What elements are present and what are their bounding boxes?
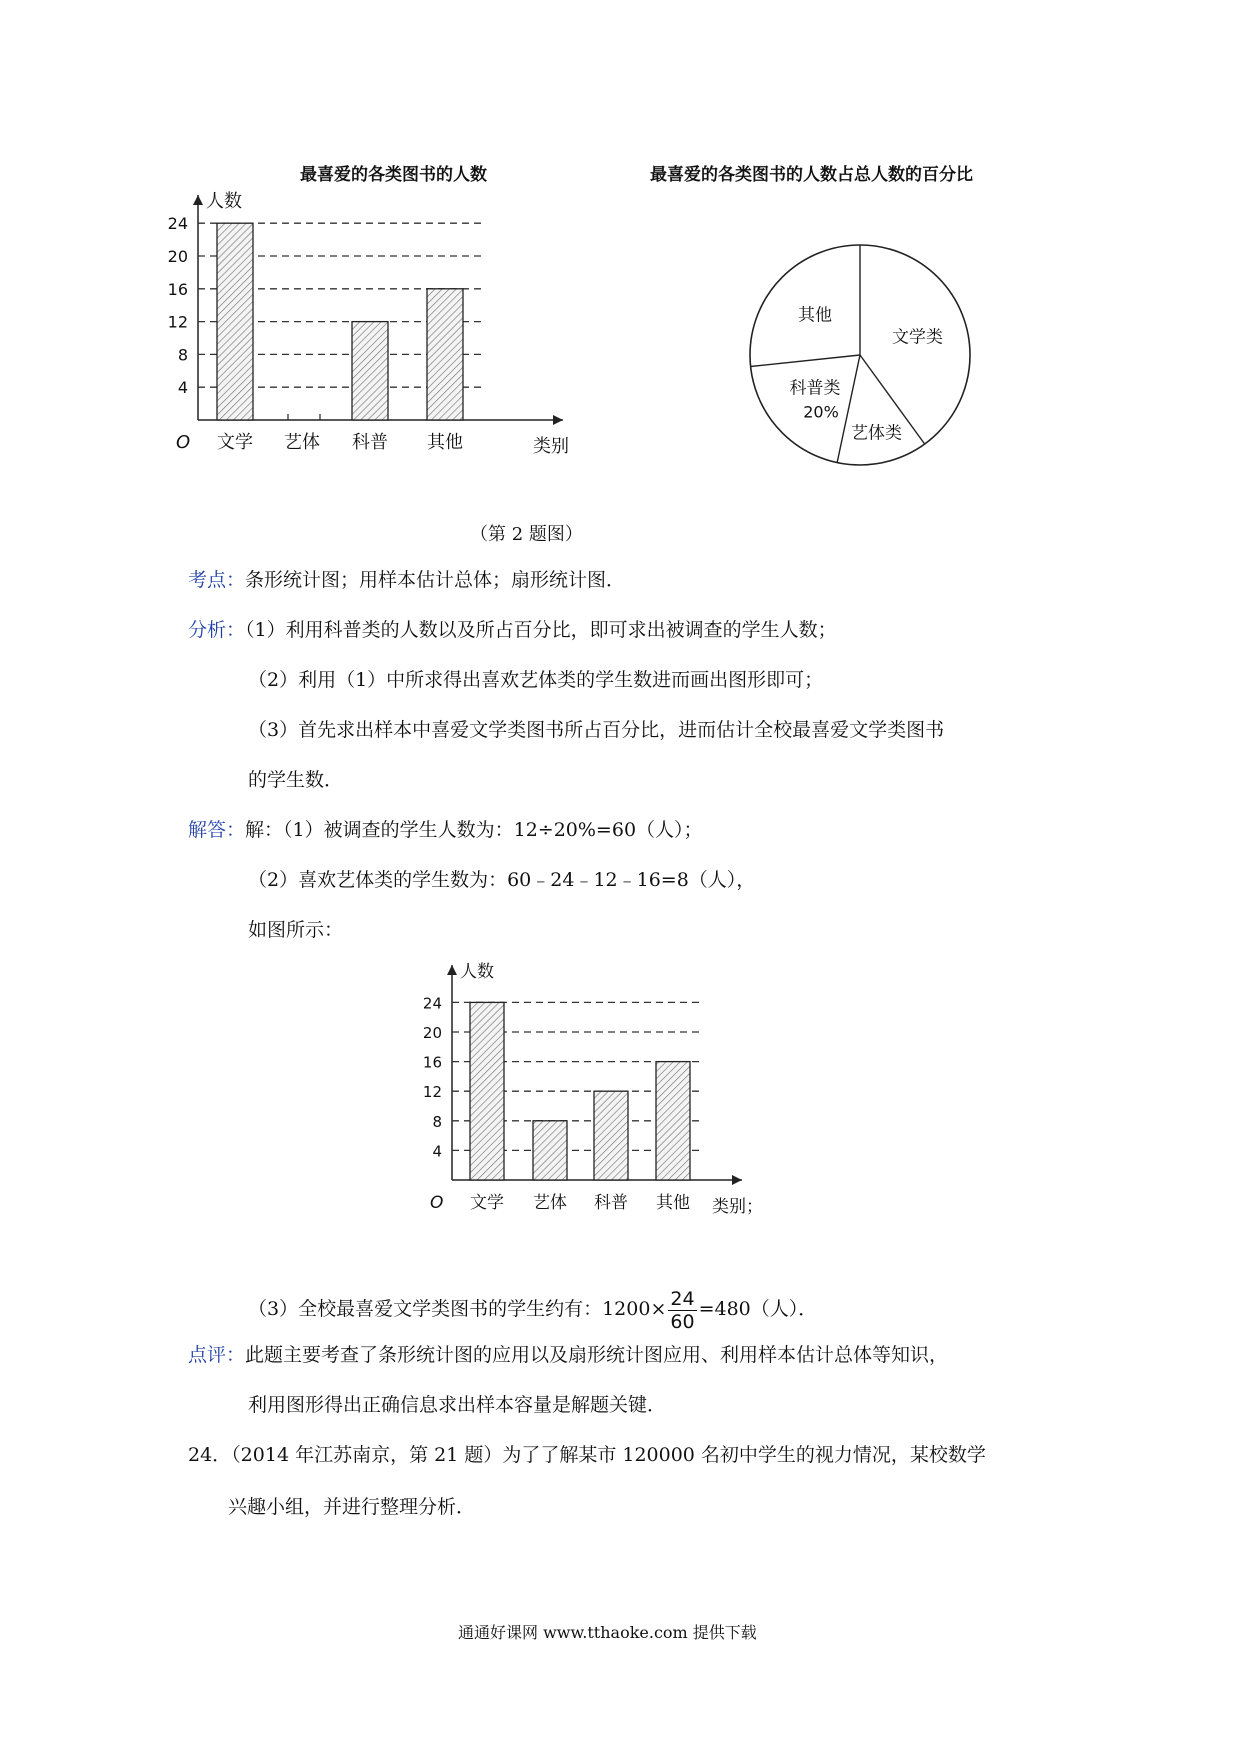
fraction (668, 1288, 696, 1333)
fenxi-text-3: （3）首先求出样本中喜爱文学类图书所占百分比，进而估计全校最喜爱文学类图书 (248, 719, 945, 741)
y-tick-label: 8 (177, 345, 188, 365)
y-tick-label: 16 (167, 279, 188, 299)
pie-chart-title: 最喜爱的各类图书的人数占总人数的百分比 (650, 165, 973, 185)
y-tick-label: 20 (422, 1024, 442, 1042)
jieda-tag: 解答： (188, 819, 246, 841)
y-tick-label: 24 (422, 994, 442, 1013)
x-tick-label: 科普 (594, 1193, 628, 1213)
bar (470, 1002, 504, 1180)
pie-slice-percent: 20% (803, 402, 839, 422)
pie-slice-label: 艺体类 (850, 423, 902, 444)
q24-line-2: 兴趣小组，并进行整理分析． (228, 1496, 476, 1518)
kaodian-tag: 考点： (188, 569, 246, 591)
origin-label: O (430, 1193, 444, 1213)
y-tick-label: 16 (422, 1053, 442, 1072)
jieda-line-1 (188, 818, 703, 842)
x-tick-label: 科普 (352, 432, 388, 453)
bar-chart-bottom (422, 955, 860, 1255)
x-axis-label: 类别 (533, 436, 569, 457)
origin-label: O (176, 432, 191, 453)
bar (533, 1121, 567, 1180)
y-axis-label: 人数 (460, 962, 494, 982)
y-tick-label: 12 (167, 312, 188, 332)
x-tick-label: 文学 (470, 1193, 504, 1213)
dianping-text-2: 利用图形得出正确信息求出样本容量是解题关键． (248, 1394, 667, 1416)
dianping-text-1: 此题主要考查了条形统计图的应用以及扇形统计图应用、利用样本估计总体等知识， (245, 1344, 949, 1366)
bar (217, 223, 253, 420)
bar (352, 322, 388, 420)
x-tick-label: 艺体 (284, 432, 320, 453)
y-tick-label: 24 (167, 214, 188, 234)
fenxi-tag: 分析： (188, 619, 246, 641)
x-tick-label: 文学 (217, 432, 253, 453)
fraction-numerator: 24 (670, 1287, 695, 1310)
bar (427, 289, 463, 420)
fenxi-line-1 (188, 618, 837, 642)
dianping-line-1 (188, 1343, 948, 1367)
x-axis-arrow (732, 1175, 742, 1185)
pie-slice-label: 科普类 (789, 378, 841, 399)
x-tick-label: 艺体 (533, 1193, 567, 1213)
bar-chart-title: 最喜爱的各类图书的人数 (300, 165, 487, 185)
pie-slice-label: 其他 (798, 305, 833, 326)
y-axis-label: 人数 (206, 191, 242, 212)
jieda-text-2: （2）喜欢艺体类的学生数为：60﹣24﹣12﹣16=8（人）， (248, 869, 756, 891)
dianping-tag: 点评： (188, 1344, 246, 1366)
jieda-text-1: 解：（1）被调查的学生人数为：12÷20%=60（人）； (245, 819, 703, 841)
fenxi-text-1: （1）利用科普类的人数以及所占百分比，即可求出被调查的学生人数； (245, 619, 837, 641)
y-axis-arrow (193, 195, 203, 205)
x-tick-label: 其他 (656, 1193, 690, 1213)
bar (656, 1062, 690, 1180)
bar (594, 1091, 628, 1180)
jieda-text-3 (248, 1284, 817, 1334)
pie-chart (740, 235, 980, 475)
q24-line-1: 24．（2014 年江苏南京，第 21 题）为了了解某市 120000 名初中学生的视力情况，某校数学 (188, 1444, 986, 1466)
x-tick-label: 其他 (427, 432, 463, 453)
fraction-denominator: 60 (670, 1310, 695, 1333)
bar-chart-top (167, 190, 630, 510)
fenxi-text-2: （2）利用（1）中所求得出喜欢艺体类的学生数进而画出图形即可； (248, 669, 824, 691)
fenxi-text-3b: 的学生数． (248, 769, 344, 791)
x-axis-label: 类别； (712, 1197, 763, 1217)
y-axis-arrow (447, 965, 457, 975)
y-tick-label: 20 (167, 247, 188, 266)
y-tick-label: 8 (432, 1112, 442, 1131)
kaodian-line (188, 568, 625, 592)
jieda-text-2b: 如图所示： (248, 919, 344, 941)
pie-slice-label: 文学类 (892, 327, 944, 348)
jieda-3-pre: （3）全校最喜爱文学类图书的学生约有：1200× (248, 1298, 667, 1320)
kaodian-text: 条形统计图；用样本估计总体；扇形统计图． (245, 569, 626, 591)
footer: 通通好课网 www.tthaoke.com 提供下载 (458, 1623, 757, 1642)
y-tick-label: 4 (432, 1142, 442, 1161)
figure-caption: （第 2 题图） (470, 524, 583, 545)
jieda-3-post: =480（人）． (698, 1298, 818, 1320)
y-tick-label: 4 (177, 378, 188, 398)
y-tick-label: 12 (422, 1083, 442, 1102)
x-axis-arrow (553, 415, 563, 425)
